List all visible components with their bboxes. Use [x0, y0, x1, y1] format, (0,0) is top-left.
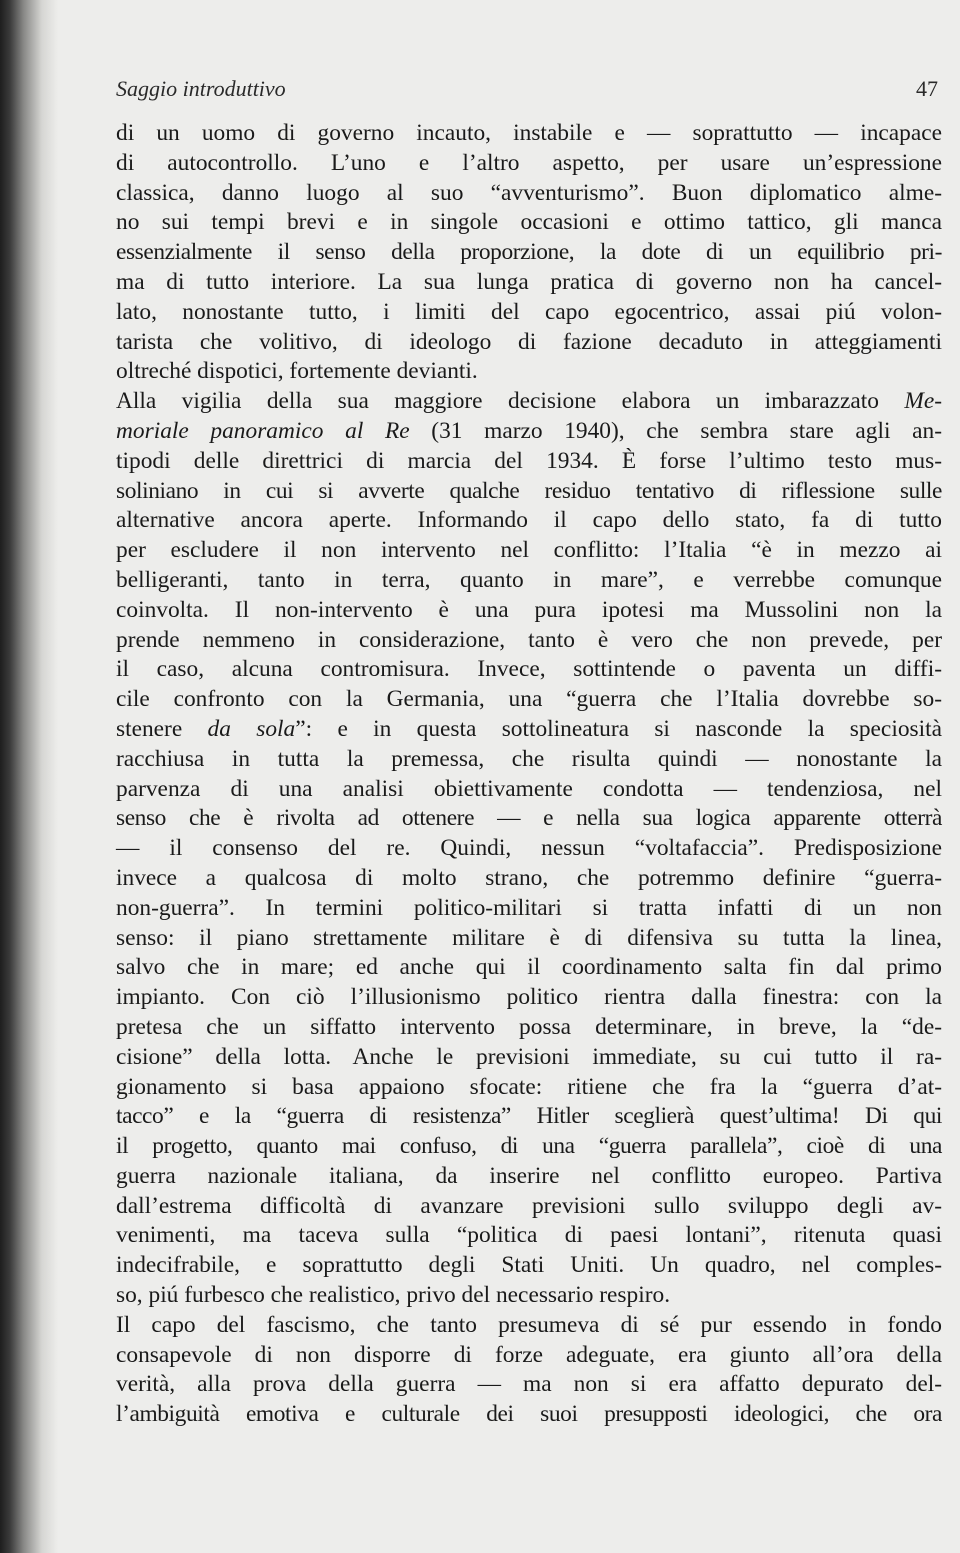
text-line: racchiusa in tutta la premessa, che risulta quindi — nonostante la [116, 745, 942, 772]
text-line: senso: il piano strettamente militare è di difensiva su tutta la linea, [116, 924, 942, 951]
text-line: non-guerra”. In termini politico-militari si tratta infatti di un non [116, 894, 942, 921]
text-line: no sui tempi brevi e in singole occasioni e ottimo tattico, gli manca [116, 209, 942, 236]
text-line: belligeranti, tanto in terra, quanto in mare”, e verrebbe comunque [116, 566, 942, 593]
text-line: cisione” della lotta. Anche le previsioni immediate, su cui tutto il ra- [116, 1043, 942, 1070]
text-line: stenere da sola”: e in questa sottolineatura si nasconde la speciosità [116, 715, 942, 742]
body-text [116, 119, 942, 1430]
running-head [116, 74, 942, 108]
text-line: oltreché dispotici, fortemente devianti. [116, 358, 478, 385]
text-line: prende nemmeno in considerazione, tanto è vero che non prevede, per [116, 626, 942, 653]
text-line: indecifrabile, e soprattutto degli Stati Uniti. Un quadro, nel comples- [116, 1252, 942, 1279]
text-line: moriale panoramico al Re (31 marzo 1940), che sembra stare agli an- [116, 417, 943, 444]
text-line: senso che è rivolta ad ottenere — e nella sua logica apparente otterrà [116, 805, 942, 832]
text-line: tarista che volitivo, di ideologo di fazione decaduto in atteggiamenti [116, 328, 942, 355]
text-line: cile confronto con la Germania, una “guerra che l’Italia dovrebbe so- [116, 686, 942, 713]
text-line: parvenza di una analisi obiettivamente condotta — tendenziosa, nel [116, 775, 942, 802]
text-line: alternative ancora aperte. Informando il capo dello stato, fa di tutto [116, 507, 942, 534]
text-line: so, piú furbesco che realistico, privo del necessario respiro. [116, 1282, 671, 1309]
text-line: ma di tutto interiore. La sua lunga pratica di governo non ha cancel- [116, 268, 942, 295]
text-line: venimenti, ma taceva sulla “politica di paesi lontani”, ritenuta quasi [116, 1222, 942, 1249]
text-line: salvo che in mare; ed anche qui il coordinamento salta fin dal primo [116, 954, 942, 981]
text-line: verità, alla prova della guerra — ma non si era affatto depurato del- [116, 1371, 942, 1398]
running-head-title: Saggio introduttivo [116, 76, 286, 101]
text-line: il progetto, quanto mai confuso, di una “guerra parallela”, cioè di una [116, 1133, 942, 1160]
text-line: per escludere il non intervento nel conflitto: l’Italia “è in mezzo ai [116, 537, 942, 564]
text-line: consapevole di non disporre di forze adeguate, era giunto all’ora della [116, 1341, 942, 1368]
text-line: — il consenso del re. Quindi, nessun “voltafaccia”. Predisposizione [116, 835, 942, 862]
text-line: coinvolta. Il non-intervento è una pura ipotesi ma Mussolini non la [116, 596, 942, 623]
book-spine-shadow [0, 0, 58, 1553]
page-number: 47 [916, 76, 938, 101]
text-line: dall’estrema difficoltà di avanzare previsioni sullo sviluppo degli av- [116, 1192, 942, 1219]
text-line: il caso, alcuna contromisura. Invece, sottintende o paventa un diffi- [116, 656, 942, 683]
text-line: tipodi delle direttrici di marcia del 1934. È forse l’ultimo testo mus- [116, 447, 942, 474]
text-line: di autocontrollo. L’uno e l’altro aspetto, per usare un’espressione [116, 149, 942, 176]
text-line: l’ambiguità emotiva e culturale dei suoi presupposti ideologici, che ora [116, 1401, 942, 1428]
text-line: classica, danno luogo al suo “avventurismo”. Buon diplomatico alme- [116, 179, 942, 206]
text-line: di un uomo di governo incauto, instabile e — soprattutto — incapace [116, 120, 942, 146]
text-line: Il capo del fascismo, che tanto presumeva di sé pur essendo in fondo [116, 1311, 942, 1338]
book-page [116, 74, 942, 1430]
text-line: gionamento si basa appaiono sfocate: ritiene che fra la “guerra d’at- [116, 1073, 942, 1100]
text-line: lato, nonostante tutto, i limiti del capo egocentrico, assai piú volon- [116, 298, 942, 325]
text-line: tacco” e la “guerra di resistenza” Hitler sceglierà quest’ultima! Di qui [116, 1103, 942, 1130]
text-line: impianto. Con ciò l’illusionismo politico rientra dalla finestra: con la [116, 984, 942, 1011]
text-line: Alla vigilia della sua maggiore decisione elabora un imbarazzato Me- [116, 388, 942, 415]
text-line: guerra nazionale italiana, da inserire nel conflitto europeo. Partiva [116, 1162, 942, 1189]
text-line: soliniano in cui si avverte qualche residuo tentativo di riflessione sulle [116, 477, 942, 504]
text-line: invece a qualcosa di molto strano, che potremmo definire “guerra- [116, 864, 942, 891]
text-line: pretesa che un siffatto intervento possa determinare, in breve, la “de- [116, 1013, 942, 1040]
text-line: essenzialmente il senso della proporzione, la dote di un equilibrio pri- [116, 239, 942, 266]
